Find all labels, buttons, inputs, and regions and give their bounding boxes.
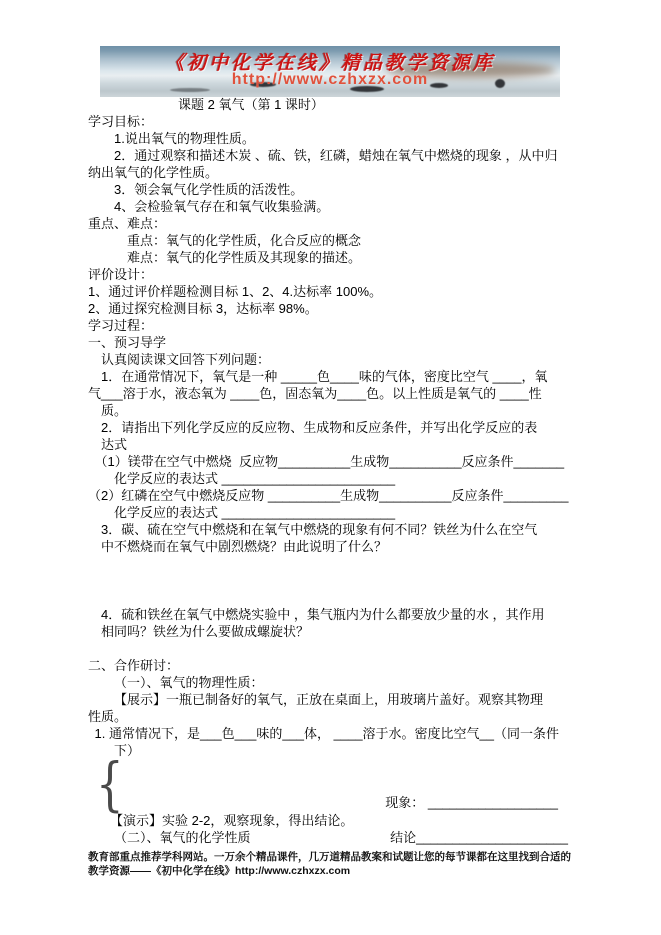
doc-line: 二、合作研讨：	[88, 658, 180, 673]
doc-line: 2．请指出下列化学反应的反应物、生成物和反应条件，并写出化学反应的表	[101, 420, 538, 435]
doc-line: （一）、氧气的物理性质：	[114, 675, 264, 690]
doc-line: 1．在通常情况下，氧气是一种 _____色____味的气体，密度比空气 ____，氧	[101, 369, 548, 384]
doc-line: 质。	[101, 403, 128, 418]
doc-line: 认真阅读课文回答下列问题：	[101, 352, 271, 367]
doc-line: 一、预习导学	[88, 335, 167, 350]
page-footer	[88, 850, 580, 878]
doc-line: 1. 通常情况下，是___色___味的___体， ____溶于水。密度比空气__（同一条件	[94, 726, 560, 741]
doc-line: 纳出氧气的化学性质。	[88, 165, 219, 180]
doc-line: 1、通过评价样题检测目标 1、2、4.达标率 100%。	[88, 284, 383, 299]
banner-site-title: 《初中化学在线》精品教学资源库	[164, 52, 495, 74]
document-body	[88, 96, 572, 846]
doc-line: 气___溶于水，液态氧为 ____色，固态氧为____色。以上性质是氧气的 ____性	[88, 386, 542, 401]
doc-line: 性质。	[88, 709, 128, 724]
doc-line: 3．碳、硫在空气中燃烧和在氧气中燃烧的现象有何不同？铁丝为什么在空气	[101, 522, 538, 537]
doc-line: 4、会检验氧气存在和氧气收集验满。	[114, 199, 330, 214]
doc-line	[88, 589, 572, 606]
doc-line: 相同吗？铁丝为什么要做成螺旋状？	[101, 624, 310, 639]
doc-line: 下）	[114, 743, 141, 758]
doc-line: 评价设计：	[88, 267, 154, 282]
doc-line: 4．硫和铁丝在氧气中燃烧实验中 ，集气瓶内为什么都要放少量的水 ，其作用	[101, 607, 545, 622]
lesson-title: 课题 2 氧气（第 1 课时）	[178, 97, 324, 112]
doc-line: 中不燃烧而在氧气中剧烈燃烧？由此说明了什么？	[101, 539, 388, 554]
doc-line: 重点、难点：	[88, 216, 167, 231]
doc-line: 【展示】一瓶已制备好的氧气，正放在桌面上，用玻璃片盖好。观察其物理	[114, 692, 544, 707]
doc-line: 2、通过探究检测目标 3，达标率 98%。	[88, 301, 318, 316]
banner-site-url: http://www.czhxzx.com	[231, 71, 429, 88]
footer-line-2: 教学资源——《初中化学在线》http://www.czhxzx.com	[88, 865, 351, 877]
site-banner-image	[100, 46, 560, 97]
doc-line: 难点：氧气的化学性质及其现象的描述。	[127, 250, 362, 265]
doc-line: 重点：氧气的化学性质，化合反应的概念	[127, 233, 362, 248]
note-brace-area	[88, 750, 572, 818]
doc-line: （2）红磷在空气中燃烧反应物 __________生成物__________反应条件_________	[88, 488, 569, 503]
demo-instruction-line: 【演示】实验 2-2，观察现象，得出结论。	[110, 813, 354, 828]
doc-line: 学习目标：	[88, 114, 154, 129]
doc-line: 1.说出氧气的物理性质。	[114, 131, 255, 146]
section2-row	[88, 829, 572, 846]
conclusion-blank-field: 结论_____________________	[390, 830, 568, 845]
doc-line	[88, 572, 572, 589]
curly-brace-icon: {	[96, 750, 124, 818]
doc-line: 学习过程：	[88, 318, 154, 333]
doc-line: 达式	[101, 437, 128, 452]
doc-line: 化学反应的表达式 ________________________	[114, 505, 396, 520]
doc-line: 化学反应的表达式 ________________________	[114, 471, 396, 486]
doc-line: 2．通过观察和描述木炭 、硫、铁，红磷，蜡烛在氧气中燃烧的现象 ，从中归	[114, 148, 558, 163]
phenomenon-blank-field: 现象： __________________	[385, 795, 558, 810]
doc-lines	[88, 113, 572, 759]
section2-heading: （二）、氧气的化学性质	[114, 830, 251, 845]
doc-line: 3．领会氧气化学性质的活泼性。	[114, 182, 304, 197]
doc-line	[88, 555, 572, 572]
doc-line	[88, 640, 572, 657]
doc-line: （1）镁带在空气中燃烧 反应物__________生成物__________反应条件_______	[94, 454, 565, 469]
footer-line-1: 教育部重点推荐学科网站。一万余个精品课件，几万道精品教案和试题让您的每节课都在这里找到合适的	[88, 851, 571, 863]
